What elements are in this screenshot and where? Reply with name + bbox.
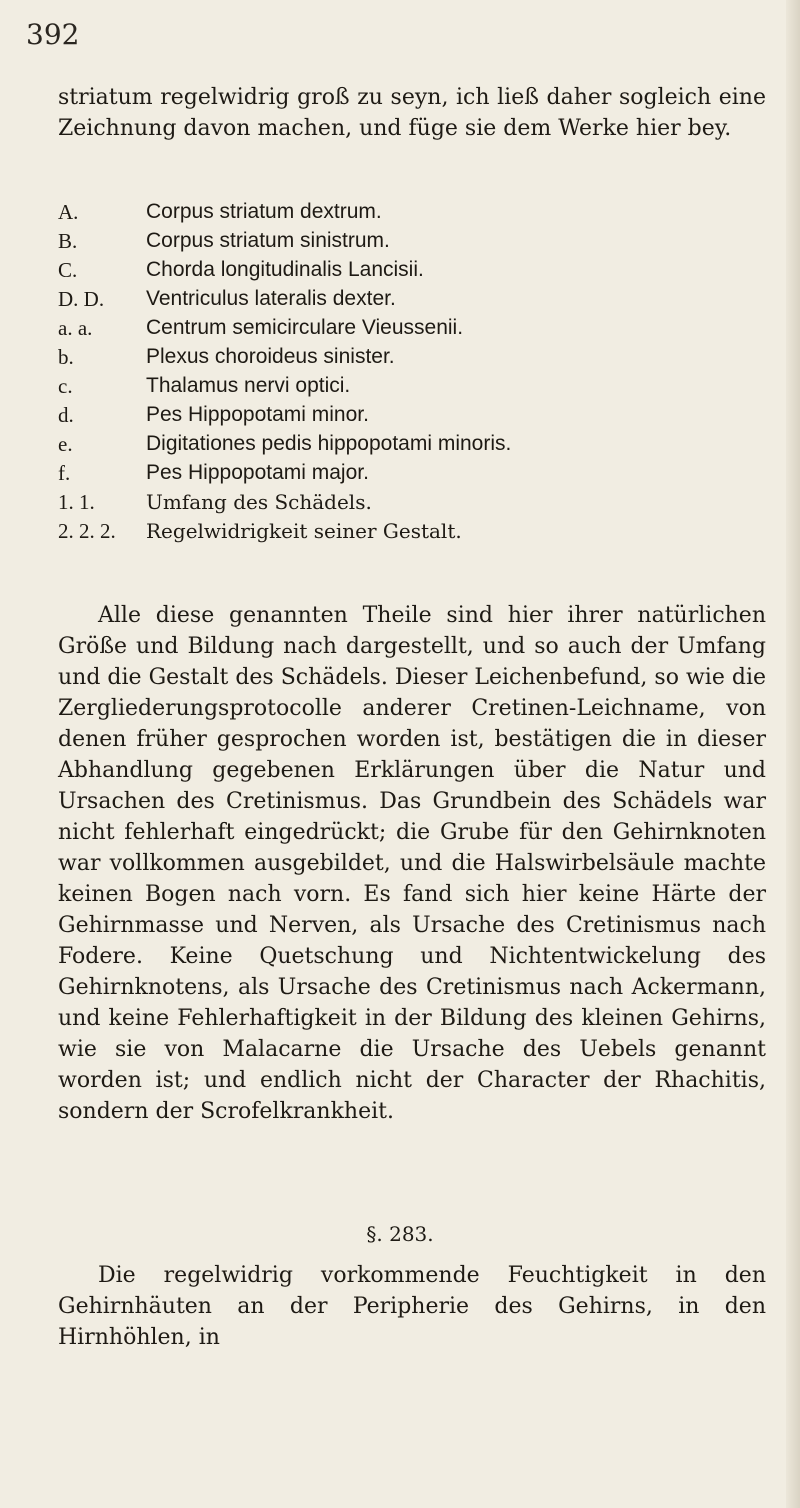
legend-item <box>58 374 778 403</box>
legend-key: D. D. <box>58 287 105 311</box>
legend-item <box>58 345 778 374</box>
legend-text: Umfang des Schädels. <box>146 490 372 514</box>
legend-item <box>58 258 778 287</box>
legend-item <box>58 519 778 548</box>
paragraph-body: Alle diese genannten Theile sind hier ihrer natürlichen Größe und Bildung nach dargestellt, und so auch der Umfang und die Gestalt des Schädels. Dieser Leichenbefund, so wie die Zergliederungsprotocolle anderer Cretinen-Leichname, von denen früher gesprochen worden ist, bestätigen die in dieser Abhandlung gegebenen Erklärungen über die Natur und Ursachen des Cretinismus. Das Grundbein des Schädels war nicht fehlerhaft eingedrückt; die Grube für den Gehirnknoten war vollkommen ausgebildet, und die Halswirbelsäule machte keinen Bogen nach vorn. Es fand sich hier keine Härte der Gehirnmasse und Nerven, als Ursache des Cretinismus nach Fodere. Keine Quetschung und Nichtentwickelung des Gehirnknotens, als Ursache des Cretinismus nach Ackermann, und keine Fehlerhaftigkeit in der Bildung des kleinen Gehirns, wie sie von Malacarne die Ursache des Uebels genannt worden ist; und endlich nicht der Character der Rhachitis, sondern der Scrofelkrankheit. <box>58 603 766 1124</box>
page-edge <box>786 0 800 1508</box>
legend-key: f. <box>58 461 71 485</box>
legend-key: B. <box>58 229 78 253</box>
legend-item <box>58 200 778 229</box>
legend-item <box>58 461 778 490</box>
legend-key: 1. 1. <box>58 490 95 514</box>
legend-key: b. <box>58 345 74 369</box>
legend-text: Corpus striatum sinistrum. <box>146 229 390 252</box>
legend-key: a. a. <box>58 316 93 340</box>
legend-item <box>58 490 778 519</box>
legend-text: Regelwidrigkeit seiner Gestalt. <box>146 519 462 543</box>
legend-item <box>58 316 778 345</box>
legend-text: Digitationes pedis hippopotami minoris. <box>146 432 512 455</box>
legend-text: Pes Hippopotami major. <box>146 461 369 484</box>
legend-item <box>58 403 778 432</box>
figure-legend <box>58 200 778 548</box>
legend-item <box>58 432 778 461</box>
legend-key: d. <box>58 403 74 427</box>
legend-item <box>58 287 778 316</box>
legend-key: 2. 2. 2. <box>58 519 116 543</box>
section-heading: §. 283. <box>366 1222 434 1246</box>
legend-text: Ventriculus lateralis dexter. <box>146 287 396 310</box>
legend-item <box>58 229 778 258</box>
page-number: 392 <box>26 18 80 51</box>
legend-key: C. <box>58 258 78 282</box>
paragraph-intro: striatum regelwidrig groß zu seyn, ich ließ daher sogleich eine Zeichnung davon machen, und füge sie dem Werke hier bey. <box>58 85 766 141</box>
legend-text: Thalamus nervi optici. <box>146 374 351 397</box>
legend-key: e. <box>58 432 73 456</box>
legend-text: Centrum semicirculare Vieussenii. <box>146 316 464 339</box>
paragraph-section: Die regelwidrig vorkommende Feuchtigkeit in den Gehirnhäuten an der Peripherie des Gehirns, in den Hirnhöhlen, in <box>58 1263 766 1350</box>
legend-key: A. <box>58 200 79 224</box>
legend-text: Corpus striatum dextrum. <box>146 200 382 223</box>
legend-text: Plexus choroideus sinister. <box>146 345 395 368</box>
legend-text: Chorda longitudinalis Lancisii. <box>146 258 424 281</box>
legend-key: c. <box>58 374 73 398</box>
legend-text: Pes Hippopotami minor. <box>146 403 369 426</box>
